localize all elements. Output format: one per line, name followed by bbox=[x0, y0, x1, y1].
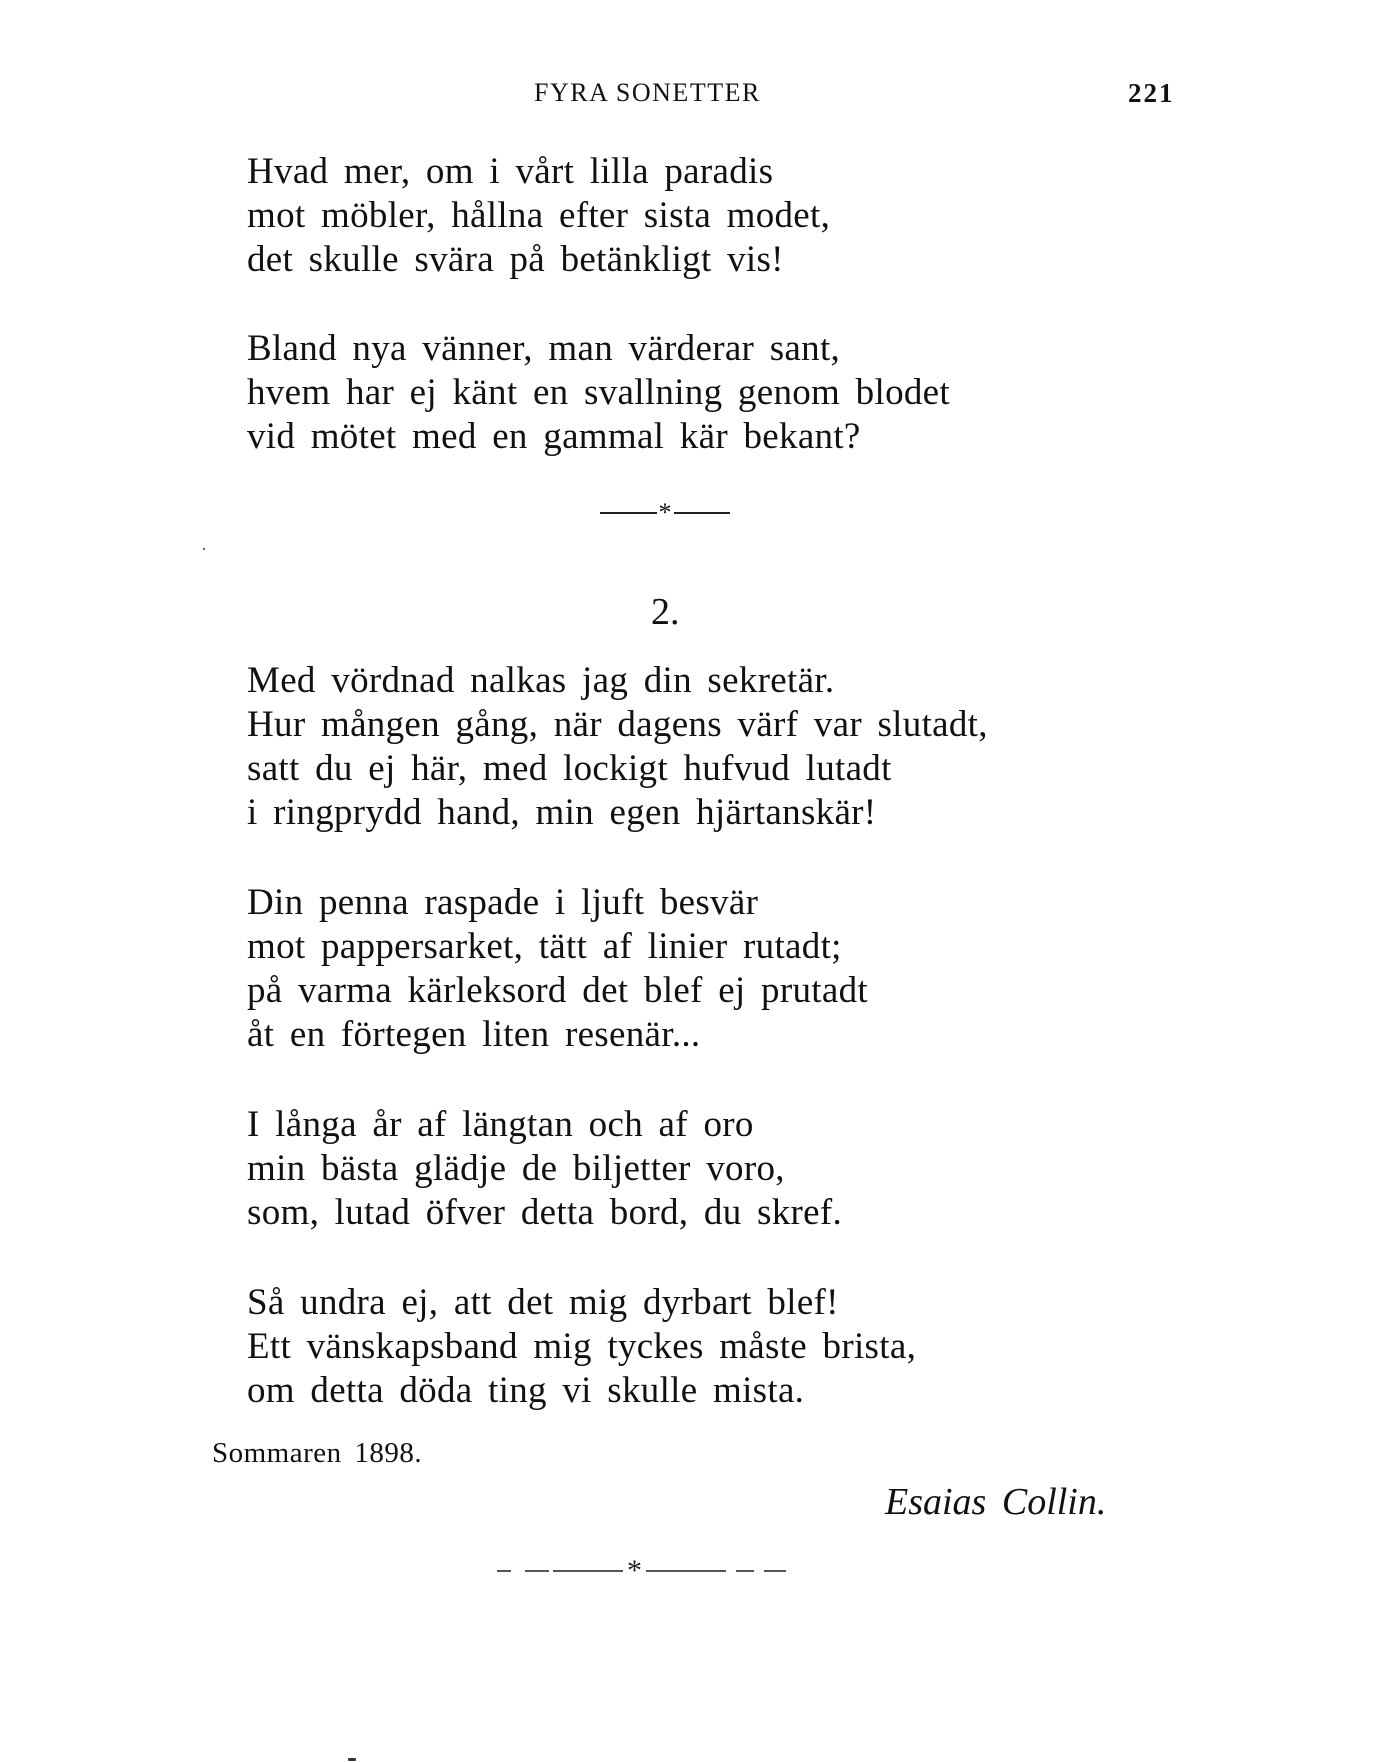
poem-line: I långa år af längtan och af oro bbox=[247, 1104, 754, 1145]
poem-line: det skulle svära på betänkligt vis! bbox=[247, 239, 784, 280]
poem-line: mot möbler, hållna efter sista modet, bbox=[247, 195, 831, 236]
asterisk-icon: * bbox=[658, 498, 672, 527]
poem-line: Med vördnad nalkas jag din sekretär. bbox=[247, 660, 835, 701]
sonnet-2-stanza-2 bbox=[247, 881, 868, 1057]
asterisk-icon: * bbox=[627, 1554, 642, 1587]
poem-line: Så undra ej, att det mig dyrbart blef! bbox=[247, 1282, 839, 1323]
end-ornament bbox=[497, 1554, 827, 1587]
ornament-dash bbox=[497, 1570, 511, 1572]
section-number: 2. bbox=[651, 591, 680, 633]
ornament-dash bbox=[736, 1570, 754, 1572]
poem-line: Bland nya vänner, man värderar sant, bbox=[247, 328, 841, 369]
poem-line: hvem har ej känt en svallning genom blodet bbox=[247, 372, 950, 413]
poem-line: åt en förtegen liten resenär... bbox=[247, 1014, 701, 1055]
ornament-dash bbox=[553, 1570, 623, 1572]
separator-rule-left bbox=[600, 512, 657, 514]
separator-rule-right bbox=[674, 512, 731, 514]
sonnet-2-stanza-3 bbox=[247, 1103, 842, 1235]
poem-line: Hur mången gång, när dagens värf var slutadt, bbox=[247, 704, 988, 745]
stanza-2 bbox=[247, 327, 950, 459]
running-head: FYRA SONETTER bbox=[534, 78, 761, 107]
poem-line: i ringprydd hand, min egen hjärtanskär! bbox=[247, 792, 877, 833]
poem-line: mot pappersarket, tätt af linier rutadt; bbox=[247, 926, 842, 967]
sonnet-2-stanza-4 bbox=[247, 1281, 916, 1413]
ornament-dash bbox=[646, 1570, 726, 1572]
dateline: Sommaren 1898. bbox=[212, 1437, 423, 1469]
poem-line: Hvad mer, om i vårt lilla paradis bbox=[247, 151, 774, 192]
page-number: 221 bbox=[1128, 78, 1175, 108]
poem-line: satt du ej här, med lockigt hufvud lutadt bbox=[247, 748, 892, 789]
paper-speck bbox=[348, 1758, 356, 1761]
poem-line: Ett vänskapsband mig tyckes måste brista, bbox=[247, 1326, 917, 1367]
section-separator bbox=[600, 498, 730, 527]
poem-line: Din penna raspade i ljuft besvär bbox=[247, 882, 759, 923]
stanza-1 bbox=[247, 150, 830, 282]
ornament-dash bbox=[764, 1570, 786, 1572]
author-signature: Esaias Collin. bbox=[885, 1481, 1107, 1523]
poem-line: som, lutad öfver detta bord, du skref. bbox=[247, 1192, 843, 1233]
poem-line: min bästa glädje de biljetter voro, bbox=[247, 1148, 785, 1189]
poem-line: på varma kärleksord det blef ej prutadt bbox=[247, 970, 868, 1011]
poem-line: om detta döda ting vi skulle mista. bbox=[247, 1370, 805, 1411]
poem-line: vid mötet med en gammal kär bekant? bbox=[247, 416, 861, 457]
ornament-dash bbox=[525, 1570, 549, 1572]
paper-speck bbox=[203, 548, 205, 550]
sonnet-2-stanza-1 bbox=[247, 659, 988, 835]
